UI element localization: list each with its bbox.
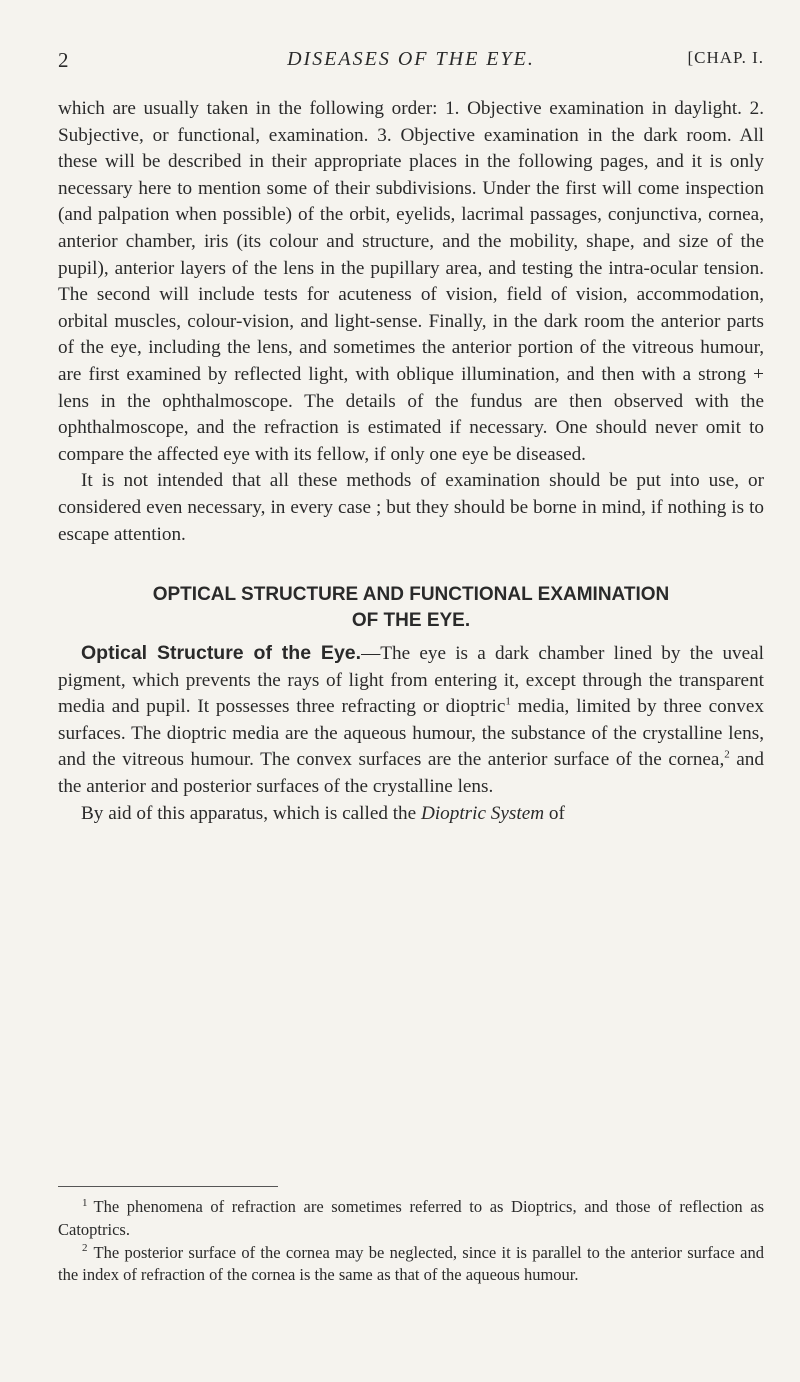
main-text [58,96,764,827]
paragraph: It is not intended that all these methods of examination should be put into use, or considered even necessary, in every case ; but they should be borne in mind, if nothing is to escape attention. [58,470,764,545]
italic-term: Dioptric System [420,802,545,824]
footnote [58,1196,764,1242]
text-run: and the anterior and posterior surfaces of the crystalline lens. [58,749,764,798]
text-run: By aid of this apparatus, which is called the [81,802,421,824]
footnote-mark: 1 [82,1196,88,1209]
footnote-mark: 2 [82,1242,88,1255]
footnotes [58,1196,764,1287]
paragraph [58,640,764,801]
footnote-divider [58,1186,278,1187]
paragraph [58,801,764,828]
running-header [58,48,764,78]
footnote-reference: 1 [505,695,511,708]
subsection-heading: Optical Structure of the Eye. [81,642,362,665]
text-run: of [544,802,565,824]
footnote-reference: 2 [724,749,730,762]
section-heading-line: OF THE EYE. [351,610,471,632]
paragraph: which are usually taken in the following order: 1. Objective examination in daylight. 2. Subjective, or functional, examination. 3. Objective examination in the dark room. All these will be described in their appropriate places in the following pages, and it is only necessary here to mention some of their subdivisions. Under the first will come inspection (and palpation when possible) of the orbit, eyelids, lacrimal passages, conjunctiva, cornea, anterior chamber, iris (its colour and structure, and the mobility, shape, and size of the pupil), anterior layers of the lens in the pupillary area, and testing the intra-ocular tension. The second will include tests for acuteness of vision, field of vision, accommodation, orbital muscles, colour-vision, and light-sense. Finally, in the dark room the anterior parts of the eye, including the lens, and sometimes the anterior portion of the vitreous humour, are first examined by reflected light, with oblique illumination, and then with a strong + lens in the ophthalmoscope. The details of the fundus are then observed with the ophthalmoscope, and the refraction is estimated if necessary. One should never omit to compare the affected eye with its fellow, if only one eye be diseased. [58,98,764,465]
running-title: DISEASES OF THE EYE. [287,48,535,70]
page-number: 2 [58,48,69,72]
section-heading-line: OPTICAL STRUCTURE AND FUNCTIONAL EXAMINATION [152,584,670,606]
text-run: —The eye is a dark chamber lined by the uveal pigment, which prevents the rays of light from entering it, except through the transparent media and pupil. It possesses three refracting or dioptric [58,643,764,718]
text-run: media, limited by three convex surfaces. The dioptric media are the aqueous humour, the substance of the crystalline lens, and the vitreous humour. The convex surfaces are the anterior surface of the cornea, [58,696,764,771]
footnote-text: The phenomena of refraction are sometimes referred to as Dioptrics, and those of reflection as Catoptrics. [58,1197,764,1239]
section-heading [58,582,764,634]
footnote [58,1242,764,1288]
chapter-marker: [CHAP. I. [687,48,764,67]
footnote-text: The posterior surface of the cornea may be neglected, since it is parallel to the anterior surface and the index of refraction of the cornea is the same as that of the aqueous humour. [58,1242,764,1285]
